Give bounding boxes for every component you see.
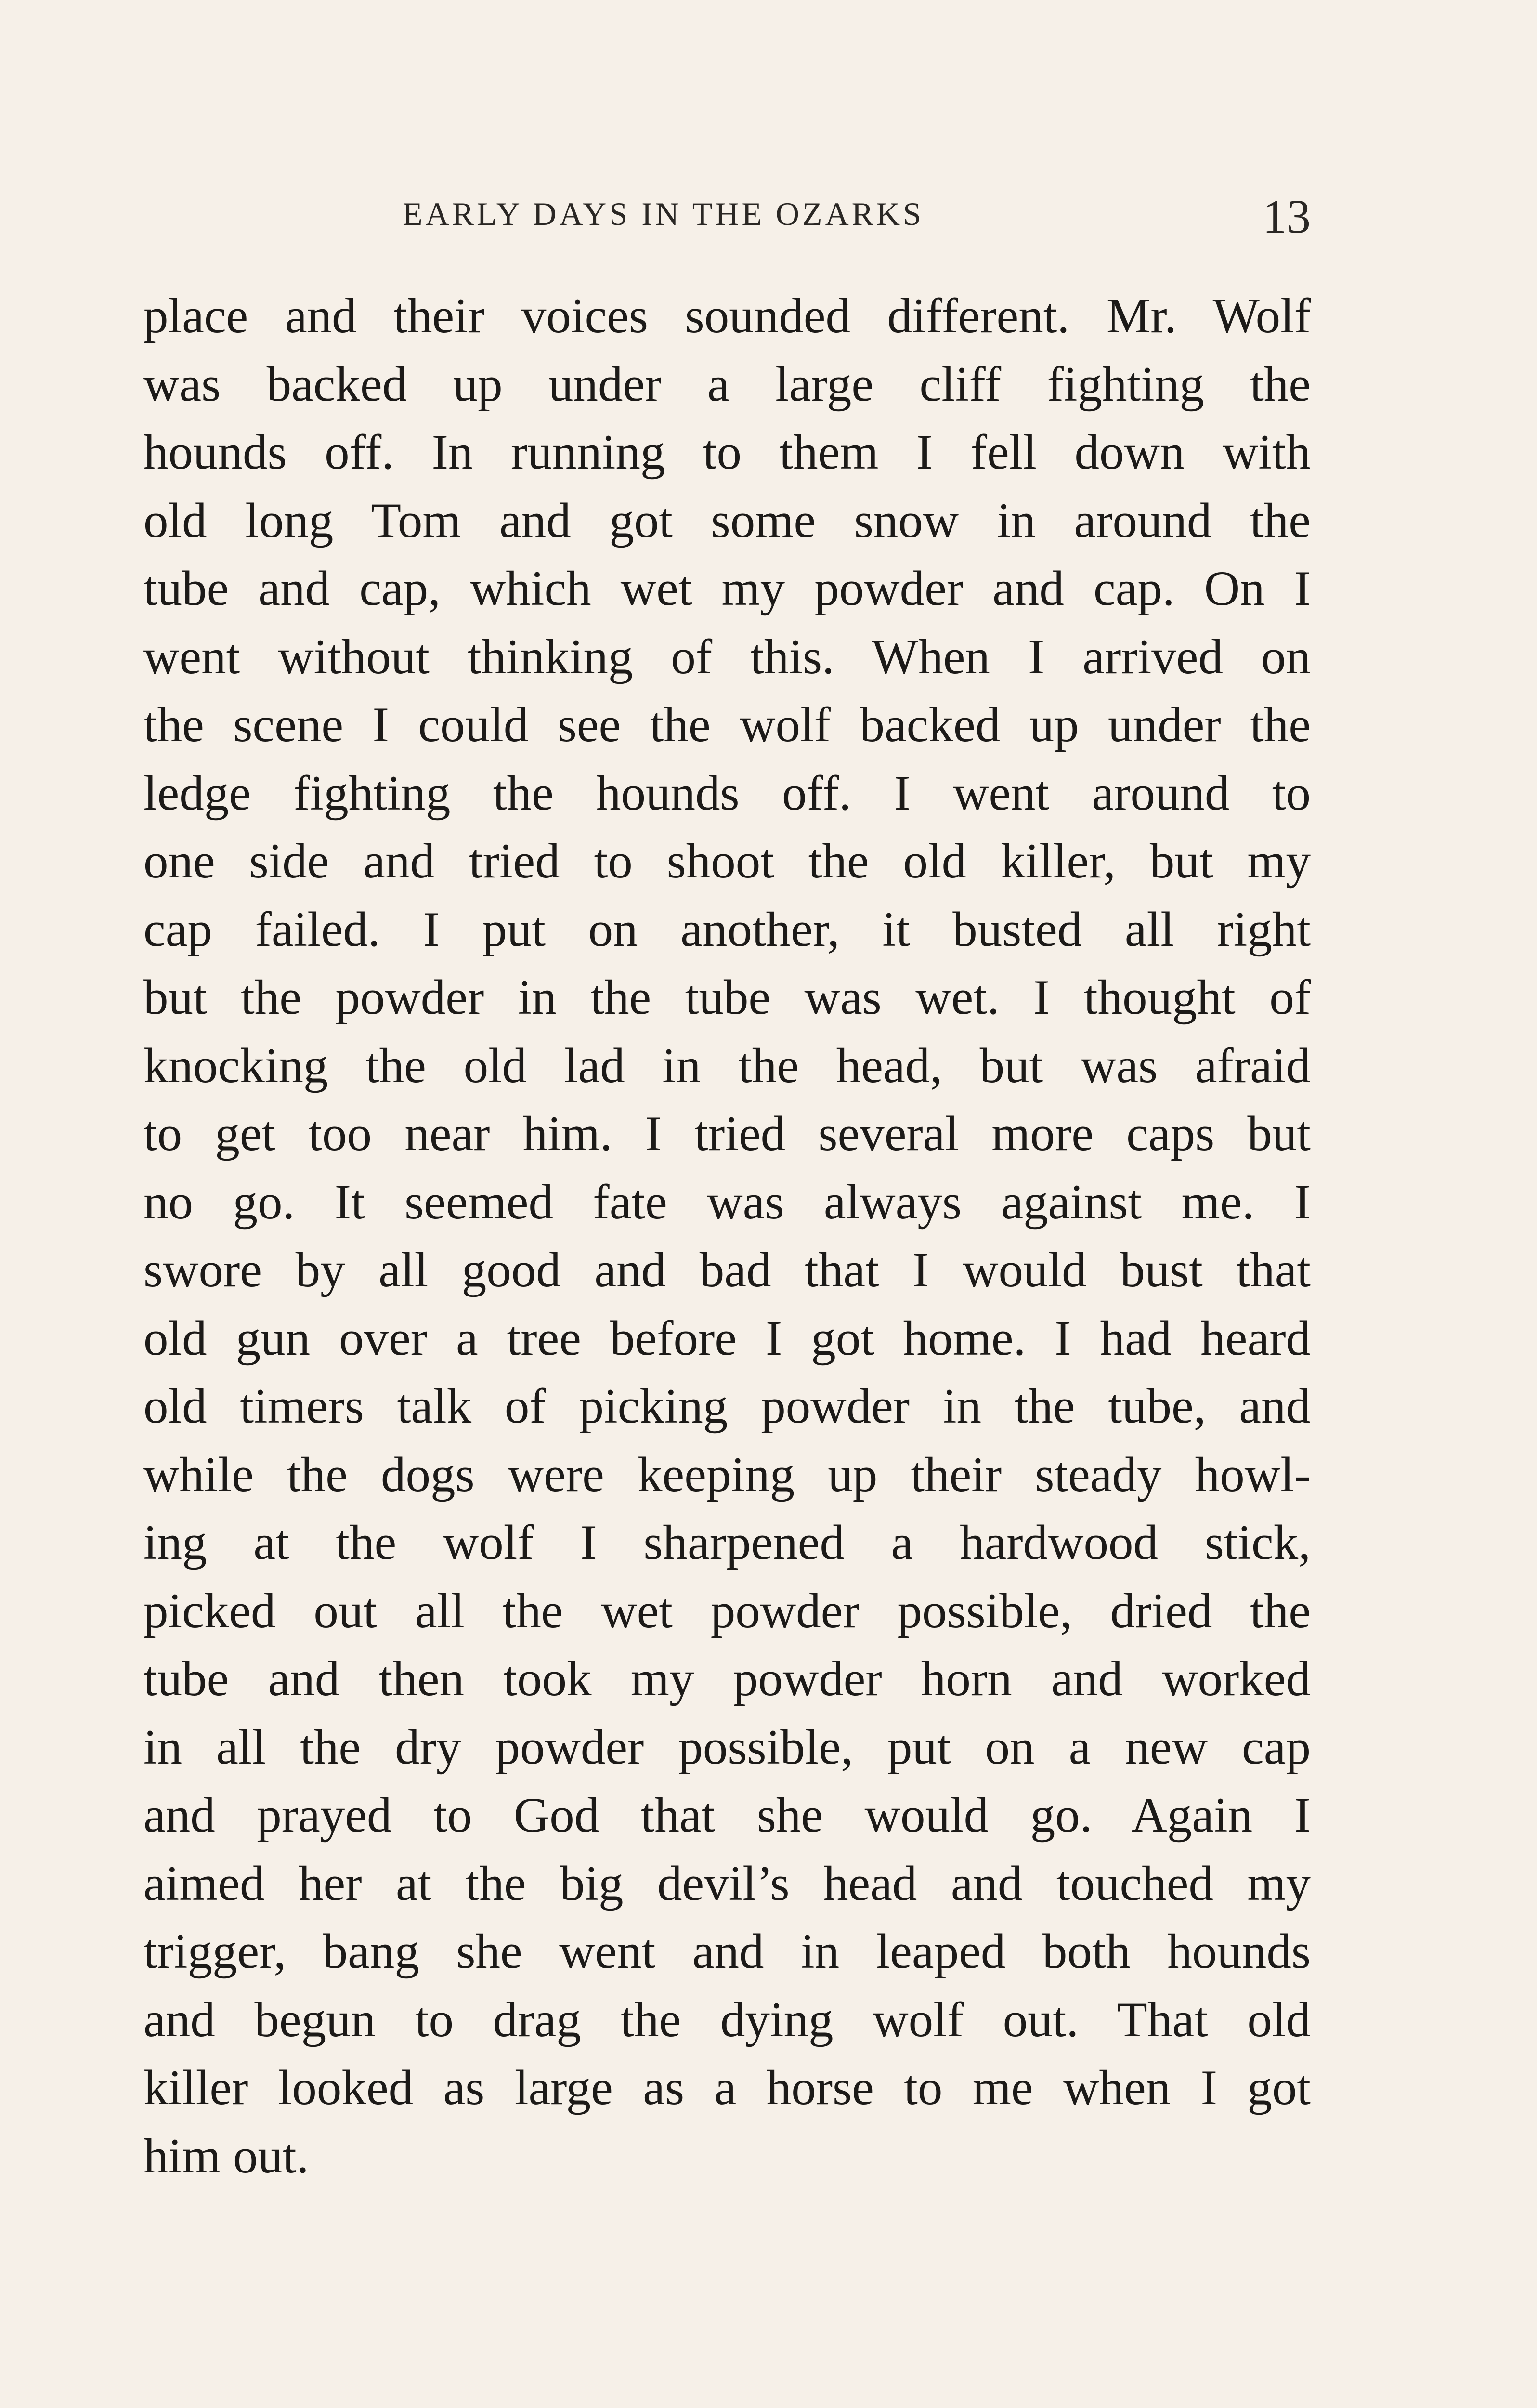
page-number: 13 [1263, 190, 1311, 243]
text-line: in all the dry powder possible, put on a new cap [143, 1719, 1311, 1775]
text-line: while the dogs were keeping up their steady howl- [143, 1447, 1311, 1502]
text-line: knocking the old lad in the head, but was afraid [143, 1038, 1311, 1093]
text-line: to get too near him. I tried several more caps but [143, 1106, 1311, 1161]
text-line: went without thinking of this. When I arrived on [143, 629, 1311, 684]
text-line: cap failed. I put on another, it busted all right [143, 902, 1311, 957]
text-line: old timers talk of picking powder in the tube, and [143, 1379, 1311, 1434]
text-line: tube and then took my powder horn and worked [143, 1651, 1311, 1706]
text-line: and begun to drag the dying wolf out. That old [143, 1992, 1311, 2047]
text-line: ing at the wolf I sharpened a hardwood stick, [143, 1515, 1311, 1570]
text-line: trigger, bang she went and in leaped both hounds [143, 1924, 1311, 1979]
page-header [403, 190, 1311, 250]
text-line: aimed her at the big devil’s head and touched my [143, 1856, 1311, 1911]
text-line: hounds off. In running to them I fell down with [143, 425, 1311, 480]
text-line: was backed up under a large cliff fighting the [143, 356, 1311, 412]
text-line: but the powder in the tube was wet. I thought of [143, 970, 1311, 1025]
text-line: the scene I could see the wolf backed up under the [143, 697, 1311, 752]
text-line: place and their voices sounded different. Mr. Wolf [143, 288, 1311, 343]
text-line: old gun over a tree before I got home. I had heard [143, 1310, 1311, 1366]
text-line: tube and cap, which wet my powder and cap. On I [143, 561, 1311, 616]
text-line: and prayed to God that she would go. Again I [143, 1788, 1311, 1843]
text-line: picked out all the wet powder possible, dried the [143, 1583, 1311, 1638]
text-line: no go. It seemed fate was always against me. I [143, 1174, 1311, 1230]
text-line: old long Tom and got some snow in around the [143, 493, 1311, 548]
text-line: ledge fighting the hounds off. I went around to [143, 765, 1311, 821]
text-line: him out. [143, 2128, 309, 2184]
text-line: swore by all good and bad that I would bust that [143, 1243, 1311, 1297]
running-head: EARLY DAYS IN THE OZARKS [403, 196, 924, 232]
body-text [143, 282, 1311, 2190]
text-line: killer looked as large as a horse to me when I got [143, 2060, 1311, 2115]
text-line: one side and tried to shoot the old killer, but my [143, 834, 1311, 889]
